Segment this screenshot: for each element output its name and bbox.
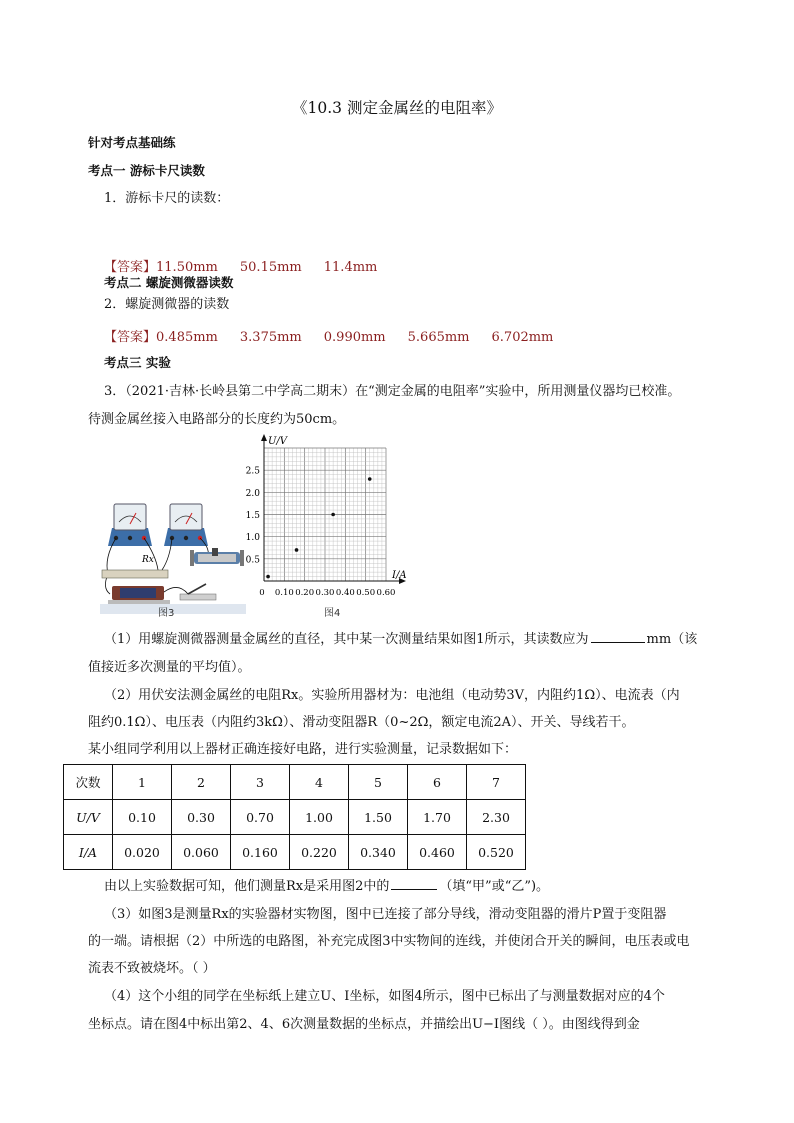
table-cell: 0.30 <box>172 800 231 835</box>
switch-icon <box>164 584 216 600</box>
table-cell: 1 <box>113 765 172 800</box>
q3-part2-question <box>104 875 549 894</box>
table-cell: 3 <box>231 765 290 800</box>
kp1-heading: 考点一 游标卡尺读数 <box>88 163 205 178</box>
data-point <box>295 548 299 552</box>
x-tick-label: 0.50 <box>356 588 376 598</box>
x-axis-label: I/A <box>392 570 407 581</box>
x-tick-label: 0 <box>259 588 265 598</box>
table-cell: 7 <box>467 765 526 800</box>
q3-part1-unit: mm（该 <box>646 632 698 647</box>
q3-part4-line2: 坐标点。请在图4中标出第2、4、6次测量数据的坐标点，并描绘出U−I图线（ ）。由图线得到金 <box>88 1017 640 1032</box>
table-cell: 5 <box>349 765 408 800</box>
answer-value: 0.990mm <box>323 330 386 345</box>
rx-label: Rx <box>142 555 154 565</box>
y-tick-label: 0.5 <box>245 555 260 566</box>
data-point <box>368 477 372 481</box>
table-cell: 6 <box>408 765 467 800</box>
y-tick-label: 1.0 <box>245 533 260 544</box>
data-table <box>63 764 526 870</box>
table-row <box>64 835 526 870</box>
table-cell: 0.020 <box>113 835 172 870</box>
q3-part1-text: （1）用螺旋测微器测量金属丝的直径，其中某一次测量结果如图1所示，其读数应为 <box>104 632 589 647</box>
battery-icon <box>108 586 170 606</box>
table-cell: 0.70 <box>231 800 290 835</box>
table-cell: 2 <box>172 765 231 800</box>
table-cell: 1.00 <box>290 800 349 835</box>
y-tick-label: 1.5 <box>245 511 260 521</box>
answer-value: 0.485mm <box>156 330 218 345</box>
table-row <box>64 765 526 800</box>
y-axis-label: U/V <box>268 436 288 447</box>
answer-blank-1[interactable] <box>591 630 645 643</box>
table-cell: U/V <box>64 800 113 835</box>
table-cell: 4 <box>290 765 349 800</box>
y-tick-label: 2.5 <box>245 466 260 477</box>
x-tick-label: 0.30 <box>315 588 335 598</box>
figure-4-chart <box>240 428 410 608</box>
answer-value: 5.665mm <box>407 330 470 345</box>
chart-axes <box>261 434 406 584</box>
rx-board <box>102 570 168 578</box>
page-title: 《10.3 测定金属丝的电阻率》 <box>292 99 502 117</box>
data-point <box>331 513 335 517</box>
y-tick-label: 2.0 <box>245 488 260 499</box>
answer-value: 11.4mm <box>323 260 378 275</box>
q3-intro-2: 待测金属丝接入电路部分的长度约为50cm。 <box>88 412 346 427</box>
table-cell: 1.50 <box>349 800 408 835</box>
q2-answer <box>104 326 575 345</box>
chart-grid <box>264 448 386 581</box>
q1-text: 1．游标卡尺的读数： <box>104 191 230 206</box>
answer-tag: 【答案】 <box>104 260 157 275</box>
table-cell: 0.340 <box>349 835 408 870</box>
q3-part2-question-tail: （填“甲”或“乙”)。 <box>439 879 550 894</box>
q3-part2-line1: （2）用伏安法测金属丝的电阻Rx。实验所用器材为：电池组（电动势3V，内阻约1Ω）、电流表（内 <box>104 688 680 703</box>
figure-3-apparatus <box>98 498 248 616</box>
x-tick-label: 0.10 <box>274 588 294 598</box>
y-axis-arrow <box>261 434 267 441</box>
x-tick-label: 0.20 <box>295 588 315 598</box>
table-cell: I/A <box>64 835 113 870</box>
data-point <box>266 575 270 579</box>
answer-value: 50.15mm <box>239 260 302 275</box>
q3-part3-line2: 的一端。请根据（2）中所选的电路图，补充完成图3中实物间的连线，并使闭合开关的瞬间，电压表或电 <box>88 934 690 949</box>
table-cell: 0.520 <box>467 835 526 870</box>
table-cell: 0.160 <box>231 835 290 870</box>
answer-blank-2[interactable] <box>391 877 437 890</box>
kp2-heading: 考点二 螺旋测微器读数 <box>104 275 234 290</box>
q3-part2-question-text: 由以上实验数据可知，他们测量Rx是采用图2中的 <box>104 879 390 894</box>
table-cell: 次数 <box>64 765 113 800</box>
x-tick-label: 0.60 <box>376 588 396 598</box>
figure-3-caption: 图3 <box>158 608 175 619</box>
table-cell: 1.70 <box>408 800 467 835</box>
figure-4-caption: 图4 <box>324 608 341 619</box>
q3-part3-line3: 流表不致被烧坏。（ ） <box>88 961 216 976</box>
answer-tag: 【答案】 <box>104 330 157 345</box>
table-cell: 0.220 <box>290 835 349 870</box>
table-cell: 0.460 <box>408 835 467 870</box>
q3-part3-line1: （3）如图3是测量Rx的实验器材实物图，图中已连接了部分导线，滑动变阻器的滑片P置于变阻器 <box>104 907 667 922</box>
rheostat-icon <box>190 548 244 566</box>
kp3-heading: 考点三 实验 <box>104 355 171 370</box>
x-tick-label: 0.40 <box>335 588 355 598</box>
q2-text: 2．螺旋测微器的读数 <box>104 297 230 312</box>
q3-intro-1: 3．（2021·吉林·长岭县第二中学高二期末）在“测定金属的电阻率”实验中，所用测量仪器均已校准。 <box>104 384 681 399</box>
answer-value: 11.50mm <box>156 260 218 275</box>
table-cell: 0.060 <box>172 835 231 870</box>
q3-part2-line2: 阻约0.1Ω）、电压表（内阻约3kΩ）、滑动变阻器R（0~2Ω，额定电流2A）、开关、导线若干。 <box>88 715 635 730</box>
q3-part4-line1: （4）这个小组的同学在坐标纸上建立U、I坐标，如图4所示，图中已标出了与测量数据对应的4个 <box>104 989 665 1004</box>
table-cell: 0.10 <box>113 800 172 835</box>
q3-part1 <box>104 628 697 647</box>
q3-part2-line3: 某小组同学利用以上器材正确连接好电路，进行实验测量，记录数据如下： <box>88 742 518 757</box>
answer-value: 3.375mm <box>239 330 302 345</box>
section-heading: 针对考点基础练 <box>88 135 176 150</box>
q3-part1-cont: 值接近多次测量的平均值）。 <box>88 660 251 675</box>
table-cell: 2.30 <box>467 800 526 835</box>
table-row <box>64 800 526 835</box>
answer-value: 6.702mm <box>491 330 554 345</box>
